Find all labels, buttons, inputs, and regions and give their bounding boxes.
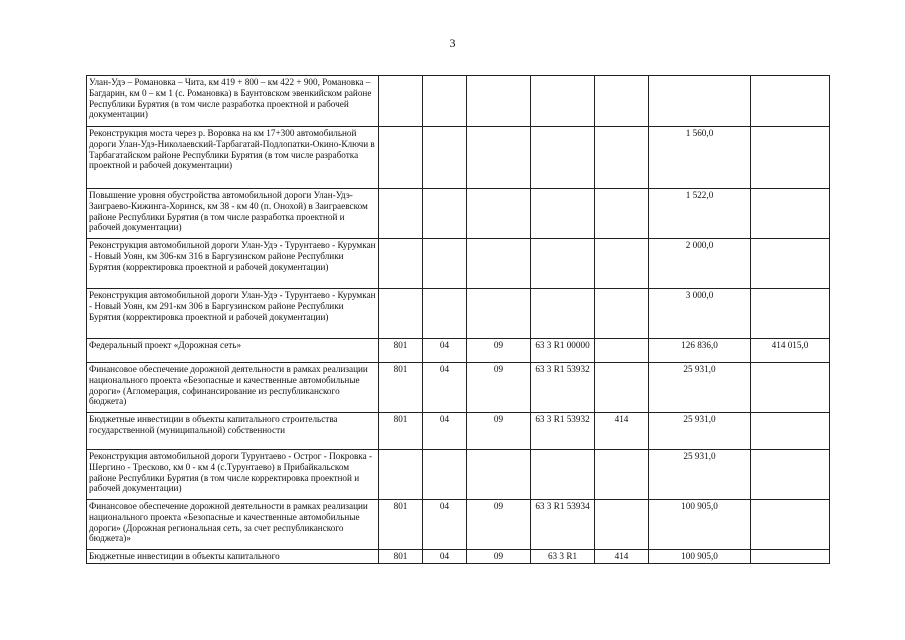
ministry-code: 801: [379, 500, 423, 550]
table-row: [87, 289, 830, 339]
ministry-code: [379, 76, 423, 127]
sum-amount-2: [751, 363, 830, 413]
subsection-code: 09: [467, 550, 531, 564]
sum-amount-2: [751, 289, 830, 339]
row-name: Реконструкция автомобильной дороги Турунтаево - Острог - Покровка - Шергино - Тресково, км 0 - км 4 (с.Турунтаево) в Прибайкальском районе Республики Бурятия (в том числе корректировка проектной и рабочей документации): [87, 450, 379, 500]
target-code: [531, 76, 595, 127]
sum-amount-2: [751, 550, 830, 564]
section-code: [423, 450, 467, 500]
target-code: 63 3 R1: [531, 550, 595, 564]
table-row: [87, 76, 830, 127]
sum-amount: 100 905,0: [649, 550, 751, 564]
row-name: Федеральный проект «Дорожная сеть»: [87, 339, 379, 363]
section-code: [423, 127, 467, 189]
expense-code: [595, 363, 649, 413]
sum-amount: 25 931,0: [649, 450, 751, 500]
expense-code: 414: [595, 550, 649, 564]
table-row: [87, 127, 830, 189]
target-code: [531, 289, 595, 339]
sum-amount: [649, 76, 751, 127]
sum-amount: 3 000,0: [649, 289, 751, 339]
ministry-code: [379, 239, 423, 289]
expense-code: [595, 76, 649, 127]
ministry-code: 801: [379, 413, 423, 450]
expense-code: [595, 450, 649, 500]
ministry-code: 801: [379, 339, 423, 363]
table-row: [87, 339, 830, 363]
table-row: [87, 363, 830, 413]
section-code: 04: [423, 550, 467, 564]
row-name: Финансовое обеспечение дорожной деятельности в рамках реализации национального проекта «Безопасные и качественные автомобильные дороги» (Агломерация, софинансирование из республиканского бюджета): [87, 363, 379, 413]
section-code: [423, 289, 467, 339]
section-code: 04: [423, 363, 467, 413]
expense-code: 414: [595, 413, 649, 450]
ministry-code: [379, 450, 423, 500]
subsection-code: [467, 450, 531, 500]
sum-amount-2: [751, 127, 830, 189]
expense-code: [595, 500, 649, 550]
expense-code: [595, 189, 649, 239]
table-row: [87, 239, 830, 289]
page-number: 3: [449, 36, 456, 50]
subsection-code: 09: [467, 363, 531, 413]
target-code: 63 3 R1 53932: [531, 363, 595, 413]
subsection-code: [467, 127, 531, 189]
row-name: Повышение уровня обустройства автомобильной дороги Улан-Удэ-Заиграево-Кижинга-Хоринск, км 38 - км 40 (п. Онохой) в Заиграевском районе Республики Бурятия (в том числе разработка проектной и рабочей документации): [87, 189, 379, 239]
target-code: [531, 127, 595, 189]
budget-table: [86, 75, 830, 564]
ministry-code: [379, 289, 423, 339]
sum-amount: 25 931,0: [649, 413, 751, 450]
subsection-code: [467, 239, 531, 289]
section-code: 04: [423, 500, 467, 550]
subsection-code: 09: [467, 413, 531, 450]
sum-amount: 100 905,0: [649, 500, 751, 550]
row-name: Реконструкция моста через р. Воровка на км 17+300 автомобильной дороги Улан-Удэ-Николаевский-Тарбагатай-Подлопатки-Окино-Ключи в Тарбагатайском районе Республики Бурятия (в том числе разработка проектной и рабочей документации): [87, 127, 379, 189]
table-row: [87, 450, 830, 500]
expense-code: [595, 127, 649, 189]
subsection-code: [467, 189, 531, 239]
row-name: Финансовое обеспечение дорожной деятельности в рамках реализации национального проекта «Безопасные и качественные автомобильные дороги» (Дорожная региональная сеть, за счет республиканского бюджета)»: [87, 500, 379, 550]
target-code: 63 3 R1 00000: [531, 339, 595, 363]
sum-amount-2: [751, 413, 830, 450]
section-code: 04: [423, 339, 467, 363]
target-code: [531, 450, 595, 500]
target-code: [531, 189, 595, 239]
ministry-code: [379, 127, 423, 189]
table-row: [87, 550, 830, 564]
sum-amount: 25 931,0: [649, 363, 751, 413]
sum-amount-2: [751, 189, 830, 239]
target-code: 63 3 R1 53934: [531, 500, 595, 550]
subsection-code: 09: [467, 500, 531, 550]
sum-amount-2: 414 015,0: [751, 339, 830, 363]
sum-amount: 126 836,0: [649, 339, 751, 363]
row-name: Бюджетные инвестиции в объекты капитального строительства государственной (муниципальной) собственности: [87, 413, 379, 450]
table-row: [87, 413, 830, 450]
subsection-code: [467, 289, 531, 339]
expense-code: [595, 289, 649, 339]
row-name: Реконструкция автомобильной дороги Улан-Удэ - Турунтаево - Курумкан - Новый Уоян, км 291-км 306 в Баргузинском районе Республики Бурятия (корректировка проектной и рабочей документации): [87, 289, 379, 339]
row-name: Улан-Удэ – Романовка – Чита, км 419 + 800 – км 422 + 900, Романовка – Багдарин, км 0 – км 1 (с. Романовка) в Баунтовском эвенкийском районе Республики Бурятия (в том числе разработка проектной и рабочей документации): [87, 76, 379, 127]
expense-code: [595, 339, 649, 363]
sum-amount: 1 522,0: [649, 189, 751, 239]
target-code: [531, 239, 595, 289]
sum-amount: 2 000,0: [649, 239, 751, 289]
target-code: 63 3 R1 53932: [531, 413, 595, 450]
table-row: [87, 500, 830, 550]
row-name: Бюджетные инвестиции в объекты капитального: [87, 550, 379, 564]
row-name: Реконструкция автомобильной дороги Улан-Удэ - Турунтаево - Курумкан - Новый Уоян, км 306-км 316 в Баргузинском районе Республики Бурятия (корректировка проектной и рабочей документации): [87, 239, 379, 289]
subsection-code: [467, 76, 531, 127]
ministry-code: 801: [379, 550, 423, 564]
table-row: [87, 189, 830, 239]
sum-amount-2: [751, 239, 830, 289]
expense-code: [595, 239, 649, 289]
section-code: 04: [423, 413, 467, 450]
ministry-code: [379, 189, 423, 239]
sum-amount-2: [751, 500, 830, 550]
subsection-code: 09: [467, 339, 531, 363]
ministry-code: 801: [379, 363, 423, 413]
sum-amount-2: [751, 450, 830, 500]
section-code: [423, 189, 467, 239]
sum-amount: 1 560,0: [649, 127, 751, 189]
sum-amount-2: [751, 76, 830, 127]
section-code: [423, 76, 467, 127]
section-code: [423, 239, 467, 289]
